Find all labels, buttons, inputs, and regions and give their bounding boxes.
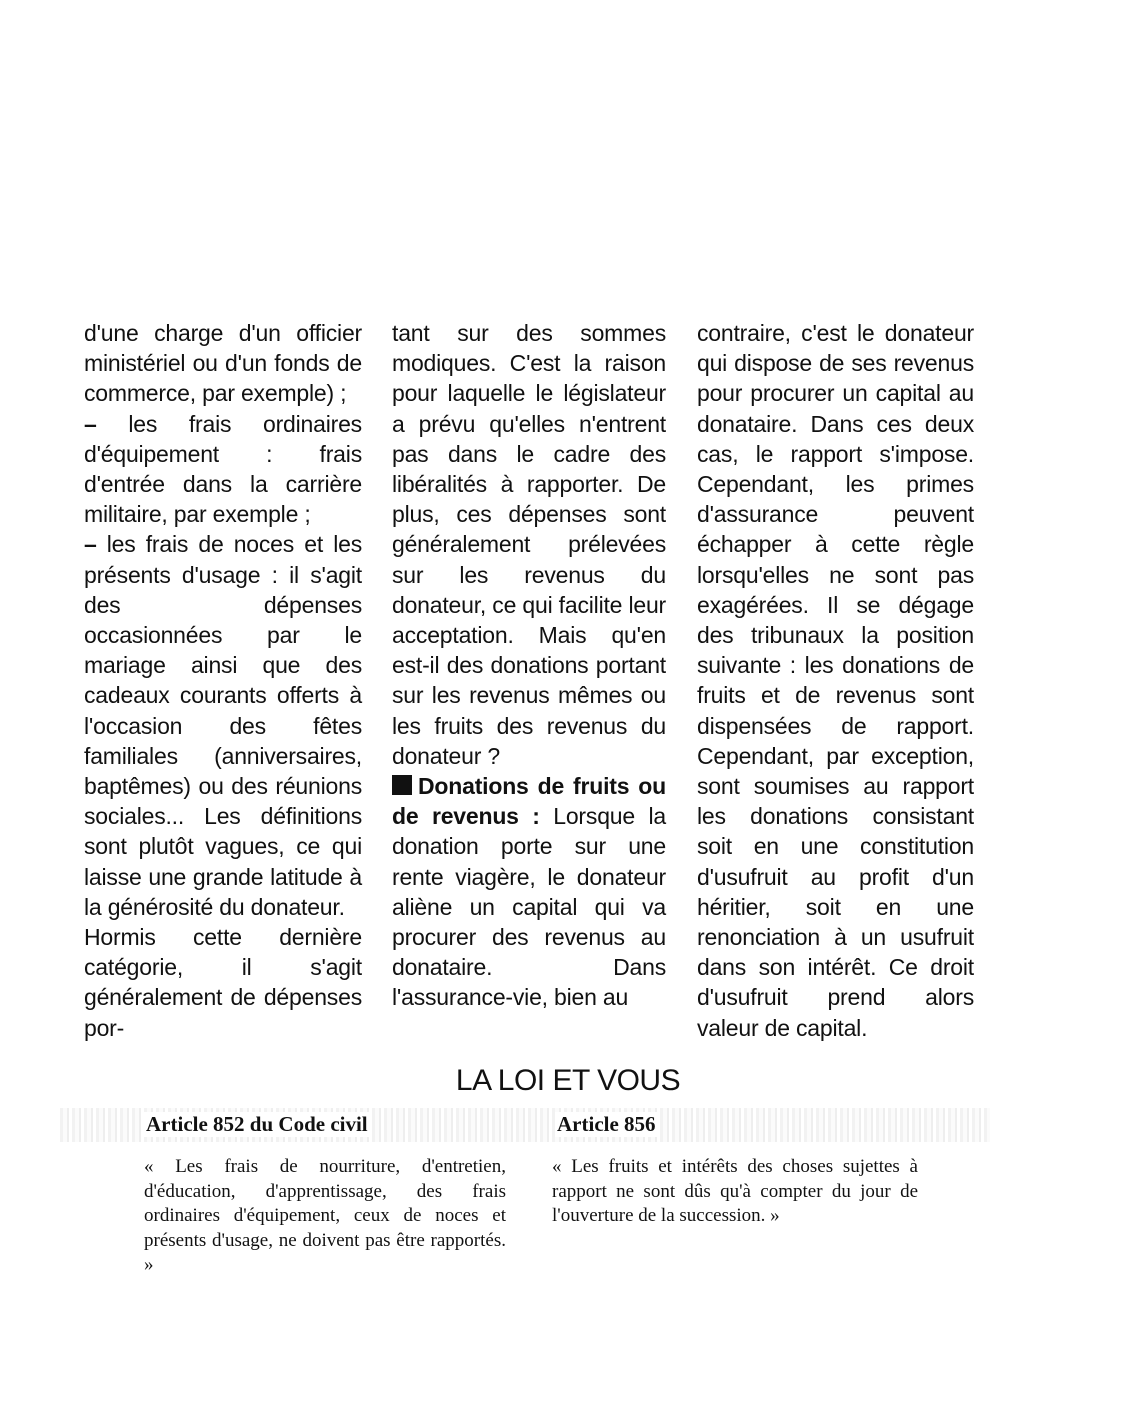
box-title: LA LOI ET VOUS bbox=[455, 1064, 681, 1097]
article-quote: « Les frais de nourriture, d'entretien, d'éducation, d'apprentissage, des frais ordinaires d'équipement, ceux de noces et présents d'usage, ne doivent pas être rapportés. » bbox=[144, 1156, 506, 1276]
paragraph-with-subhead bbox=[392, 771, 666, 1013]
article-heading: Article 856 bbox=[557, 1112, 656, 1136]
paragraph: d'une charge d'un officier ministériel ou d'un fonds de commerce, par exemple) ; bbox=[84, 320, 362, 407]
paragraph: contraire, c'est le donateur qui dispose de ses revenus pour procurer un capital au donataire. Dans ces deux cas, le rapport s'impose. Cependant, les primes d'assurance peuvent échapper à cette règle lorsqu'elles ne sont pas exagérées. Il se dégage des tribunaux la position suivante : les donations de fruits et de revenus sont dispensées de rapport. Cependant, par exception, sont soumises au rapport les donations consistant soit en une constitution d'usufruit au profit d'un héritier, soit en une renonciation à un usufruit dans son intérêt. Ce droit d'usufruit prend alors valeur de capital. bbox=[697, 320, 974, 1041]
text-column-2 bbox=[392, 318, 666, 1013]
text-column-3 bbox=[697, 318, 974, 1043]
section-subhead: Donations de fruits ou de revenus : bbox=[392, 773, 666, 830]
article-quote: « Les fruits et intérêts des choses sujettes à rapport ne sont dûs qu'à compter du jour de l'ouverture de la succession. » bbox=[552, 1156, 918, 1227]
paragraph-text: Lorsque la donation porte sur une rente viagère, le donateur aliène un capital qui va procurer des revenus au donataire. Dans l'assurance-vie, bien au bbox=[392, 803, 666, 1011]
article-heading: Article 852 du Code civil bbox=[146, 1112, 368, 1136]
list-item: – les frais ordinaires d'équipement : frais d'entrée dans la carrière militaire, par exemple ; bbox=[84, 409, 362, 530]
list-item: – les frais de noces et les présents d'usage : il s'agit des dépenses occasionnées par le mariage ainsi que des cadeaux courants offerts à l'occasion des fêtes familiales (anniversaires, baptêmes) ou des réunions sociales... Les définitions sont plutôt vagues, ce qui laisse une grande latitude à la générosité du donateur. bbox=[84, 529, 362, 922]
paragraph: tant sur des sommes modiques. C'est la raison pour laquelle le législateur a prévu qu'elles n'entrent pas dans le cadre des libéralités à rapporter. De plus, ces dépenses sont généralement prélevées sur les revenus du donateur, ce qui facilite leur acceptation. Mais qu'en est-il des donations portant sur les revenus mêmes ou les fruits des revenus du donateur ? bbox=[392, 320, 667, 769]
paragraph: Hormis cette dernière catégorie, il s'agit généralement de dépenses por- bbox=[84, 924, 362, 1041]
black-square-bullet-icon bbox=[392, 775, 412, 795]
text-column-1 bbox=[84, 318, 362, 1043]
